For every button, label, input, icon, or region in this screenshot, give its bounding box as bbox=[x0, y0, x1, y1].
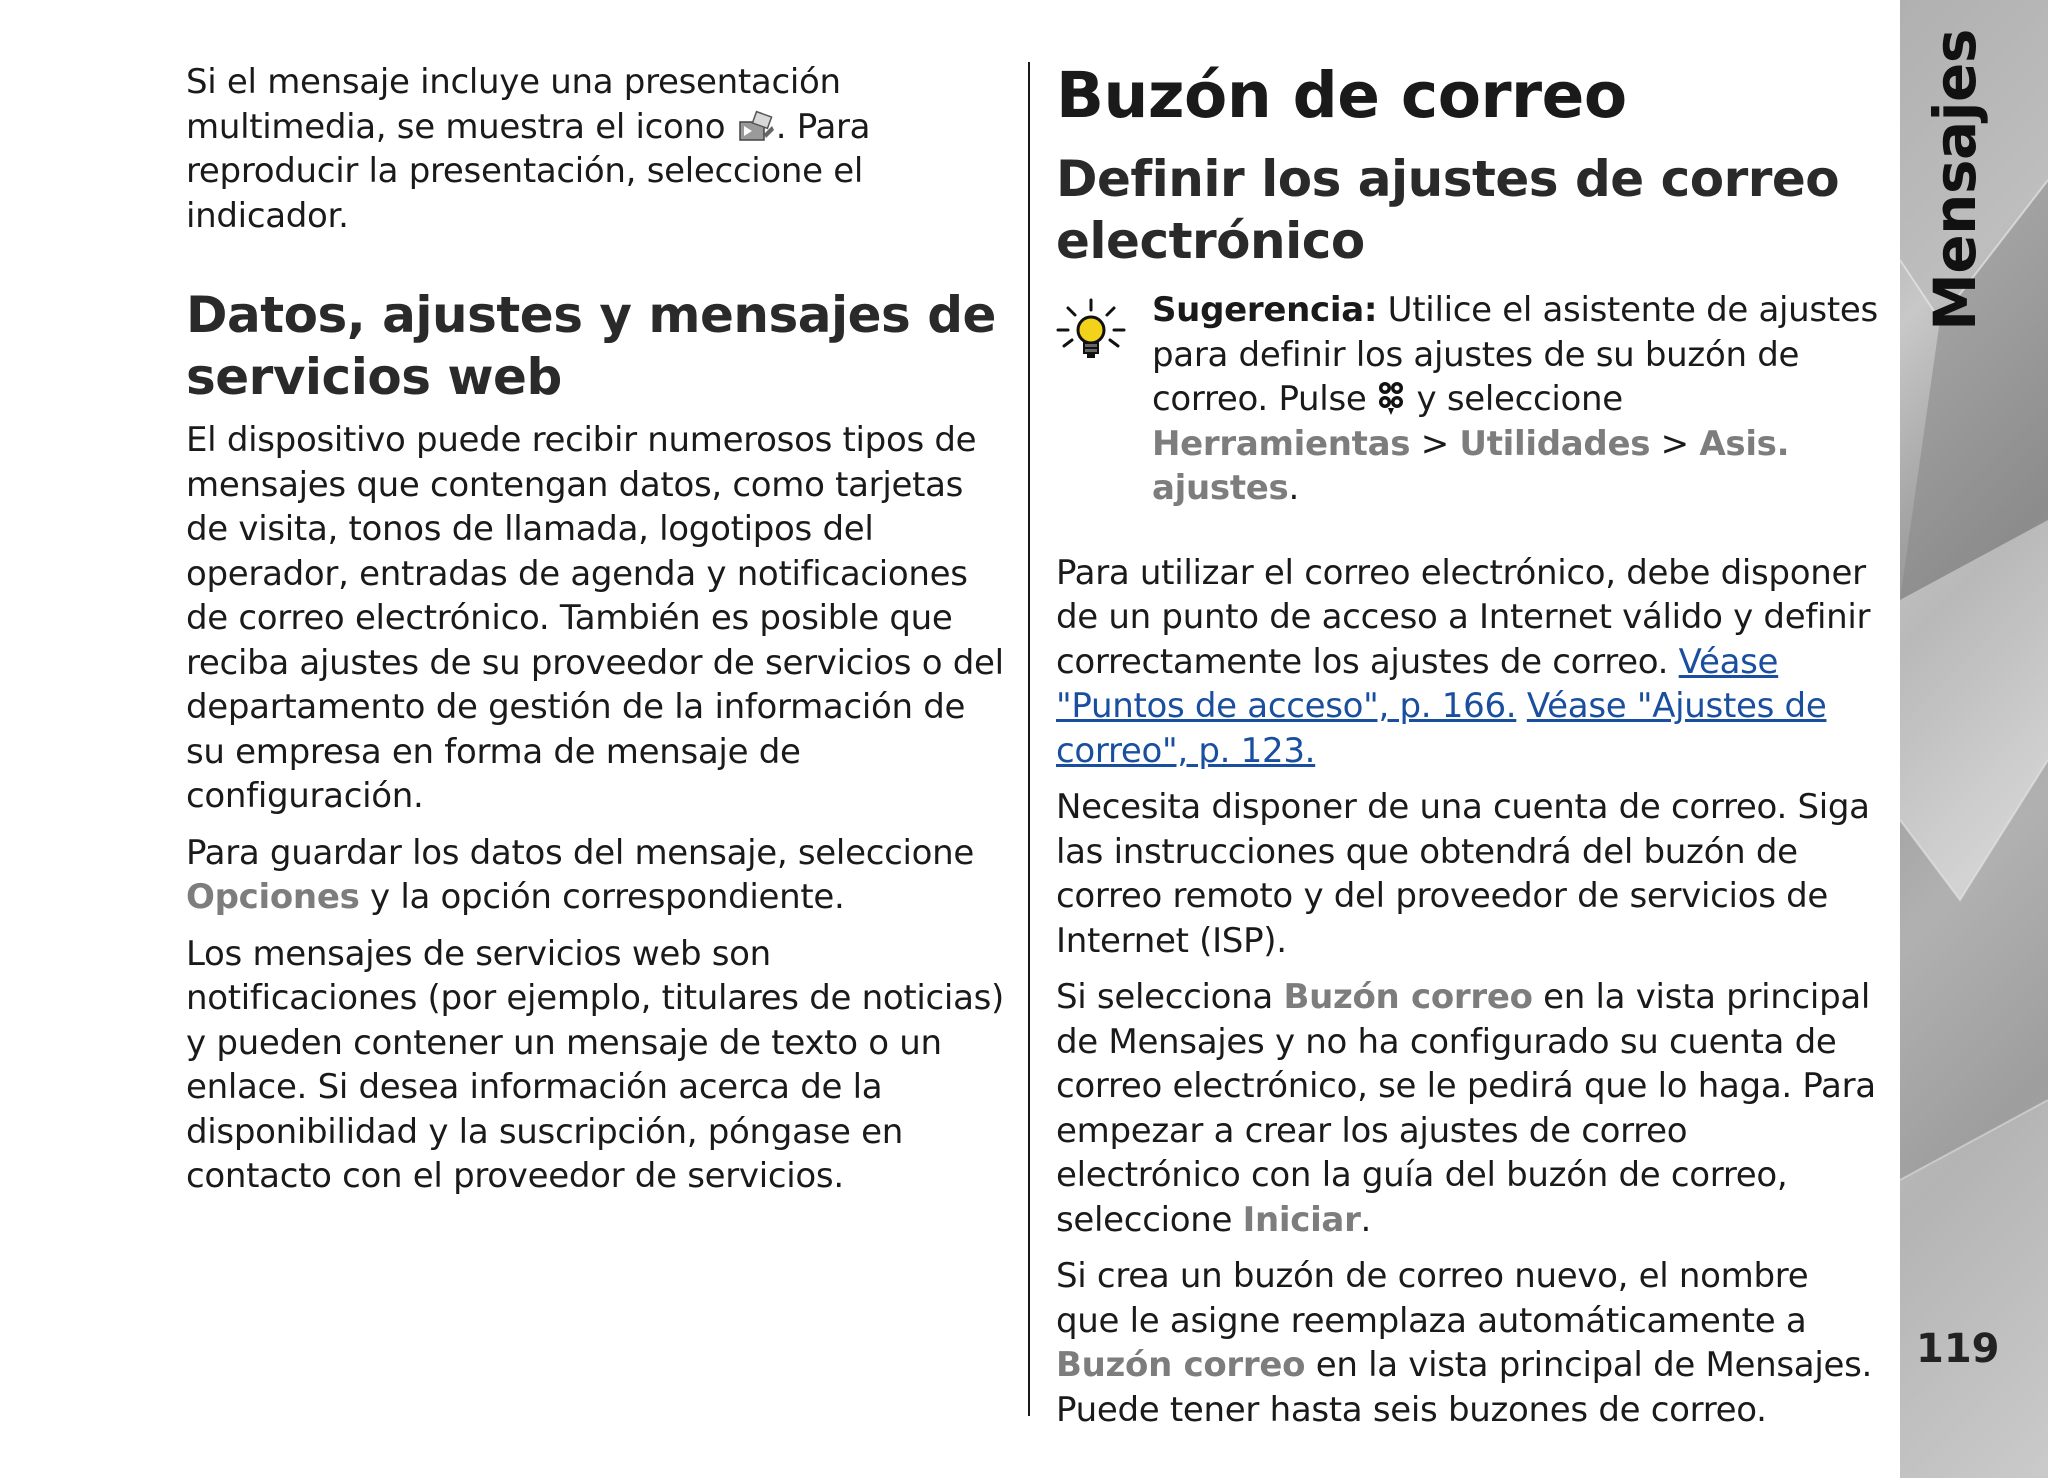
link-ajustes-de-correo[interactable]: Véase "Ajustes de correo", p. 123. bbox=[1056, 686, 1827, 771]
page-number: 119 bbox=[1916, 1326, 2000, 1372]
tip-box bbox=[1056, 288, 1880, 511]
ui-option-asis-ajustes: Asis. ajustes bbox=[1152, 423, 1790, 508]
paragraph-web-service-messages: Los mensajes de servicios web son notificaciones (por ejemplo, titulares de noticias) y pueden contener un mensaje de texto o un enlace. Si desea información acerca de la disponibilidad y la suscripción, póngase en contacto con el proveedor de servicios. bbox=[186, 933, 1004, 1196]
left-column bbox=[186, 60, 1006, 1211]
multimedia-presentation-icon bbox=[736, 108, 776, 144]
ui-option-buzon-correo: Buzón correo bbox=[1283, 977, 1533, 1017]
ui-option-buzon-correo-2: Buzón correo bbox=[1056, 1345, 1306, 1385]
tip-text: Sugerencia: Utilice el asistente de ajustes para definir los ajustes de su buzón de correo. Pulse y seleccione Herramientas > Utilidades > Asis. ajustes. bbox=[1152, 290, 1878, 508]
ui-option-utilidades: Utilidades bbox=[1459, 423, 1651, 464]
paragraph-save-data: Para guardar los datos del mensaje, seleccione Opciones y la opción correspondiente. bbox=[186, 832, 974, 917]
lightbulb-tip-icon bbox=[1056, 296, 1126, 366]
paragraph-email-account: Necesita disponer de una cuenta de correo. Siga las instrucciones que obtendrá del buzón de correo remoto y del proveedor de servicios de Internet (ISP). bbox=[1056, 787, 1870, 961]
column-divider bbox=[1028, 62, 1030, 1416]
section-title-mailbox: Buzón de correo bbox=[1056, 59, 1627, 132]
chapter-tab-label: Mensajes bbox=[1921, 29, 1989, 331]
intro-paragraph: Si el mensaje incluye una presentación multimedia, se muestra el icono . Para reproducir la presentación, seleccione el indicador. bbox=[186, 62, 871, 236]
ui-option-iniciar: Iniciar bbox=[1242, 1199, 1361, 1240]
menu-key-icon bbox=[1374, 378, 1408, 416]
paragraph-data-messages: El dispositivo puede recibir numerosos tipos de mensajes que contengan datos, como tarjetas de visita, tonos de llamada, logotipos del operador, entradas de agenda y notificaciones de correo electrónico. También es posible que reciba ajustes de su proveedor de servicios o del departamento de gestión de la información de su empresa en forma de mensaje de configuración. bbox=[186, 420, 1004, 816]
ui-option-opciones: Opciones bbox=[186, 877, 360, 917]
ui-option-herramientas: Herramientas bbox=[1152, 423, 1411, 464]
link-puntos-de-acceso[interactable]: Véase "Puntos de acceso", p. 166. bbox=[1056, 641, 1779, 726]
section-heading-web-services: Datos, ajustes y mensajes de servicios web bbox=[186, 286, 996, 406]
subsection-heading-email-settings: Definir los ajustes de correo electrónico bbox=[1056, 150, 1840, 270]
paragraph-access-point: Para utilizar el correo electrónico, debe disponer de un punto de acceso a Internet válido y definir correctamente los ajustes de correo. Véase "Puntos de acceso", p. 166. Véase "Ajustes de correo", p. 123. bbox=[1056, 552, 1871, 771]
paragraph-select-mailbox: Si selecciona Buzón correo en la vista principal de Mensajes y no ha configurado su cuenta de correo electrónico, se le pedirá que lo haga. Para empezar a crear los ajustes de correo electrónico con la guía del buzón de correo, seleccione Iniciar. bbox=[1056, 977, 1876, 1240]
right-column bbox=[1056, 60, 1880, 1444]
paragraph-new-mailbox: Si crea un buzón de correo nuevo, el nombre que le asigne reemplaza automáticamente a Buzón correo en la vista principal de Mensajes. Puede tener hasta seis buzones de correo. bbox=[1056, 1256, 1873, 1430]
